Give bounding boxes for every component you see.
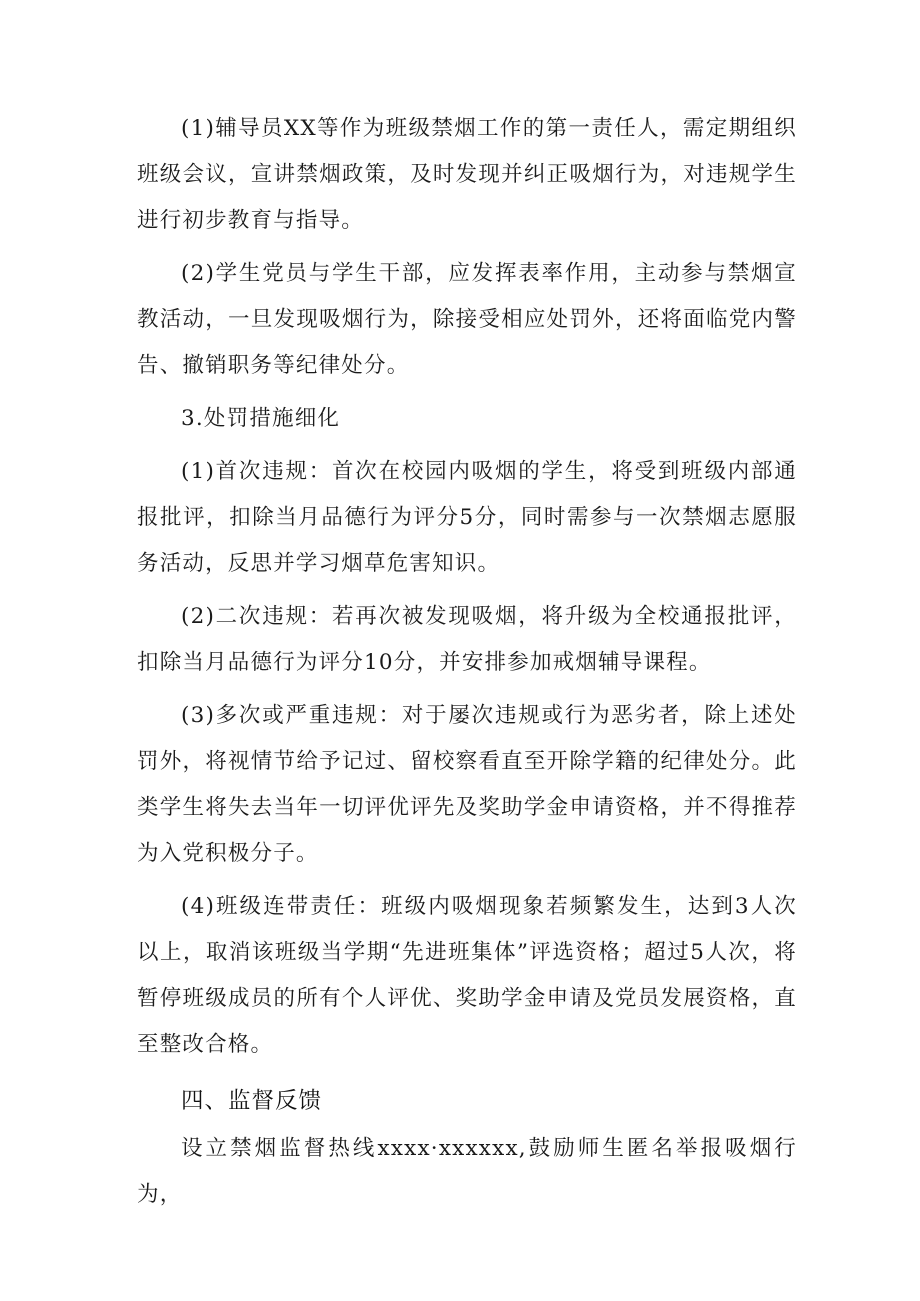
paragraph-repeated-violation: (3)多次或严重违规：对于屡次违规或行为恶劣者，除上述处罚外，将视情节给予记过、留校察看直至开除学籍的纪律处分。此类学生将失去当年一切评优评先及奖助学金申请资格，并不得推荐为入党积极分子。 <box>137 703 797 866</box>
paragraph-class-joint-liability: (4)班级连带责任：班级内吸烟现象若频繁发生，达到3人次以上，取消该班级当学期“先进班集体”评选资格；超过5人次，将暂停班级成员的所有个人评优、奖助学金申请及党员发展资格，直至整改合格。 <box>137 894 797 1057</box>
section-heading-supervision-feedback: 四、监督反馈 <box>181 1088 323 1114</box>
paragraph-party-members-cadres: (2)学生党员与学生干部，应发挥表率作用，主动参与禁烟宣教活动，一旦发现吸烟行为，除接受相应处罚外，还将面临党内警告、撤销职务等纪律处分。 <box>137 261 797 378</box>
paragraph-counselor-responsibility: (1)辅导员XX等作为班级禁烟工作的第一责任人，需定期组织班级会议，宣讲禁烟政策，及时发现并纠正吸烟行为，对违规学生进行初步教育与指导。 <box>137 116 797 233</box>
document-body <box>137 106 797 1225</box>
paragraph-second-violation: (2)二次违规：若再次被发现吸烟，将升级为全校通报批评，扣除当月品德行为评分10分，并安排参加戒烟辅导课程。 <box>137 604 797 675</box>
paragraph-first-violation: (1)首次违规：首次在校园内吸烟的学生，将受到班级内部通报批评，扣除当月品德行为评分5分，同时需参与一次禁烟志愿服务活动，反思并学习烟草危害知识。 <box>137 459 797 576</box>
subheading-penalty-details: 3.处罚措施细化 <box>181 406 341 431</box>
paragraph-supervision-hotline: 设立禁烟监督热线xxxx·xxxxxx,鼓励师生匿名举报吸烟行为， <box>137 1136 797 1207</box>
